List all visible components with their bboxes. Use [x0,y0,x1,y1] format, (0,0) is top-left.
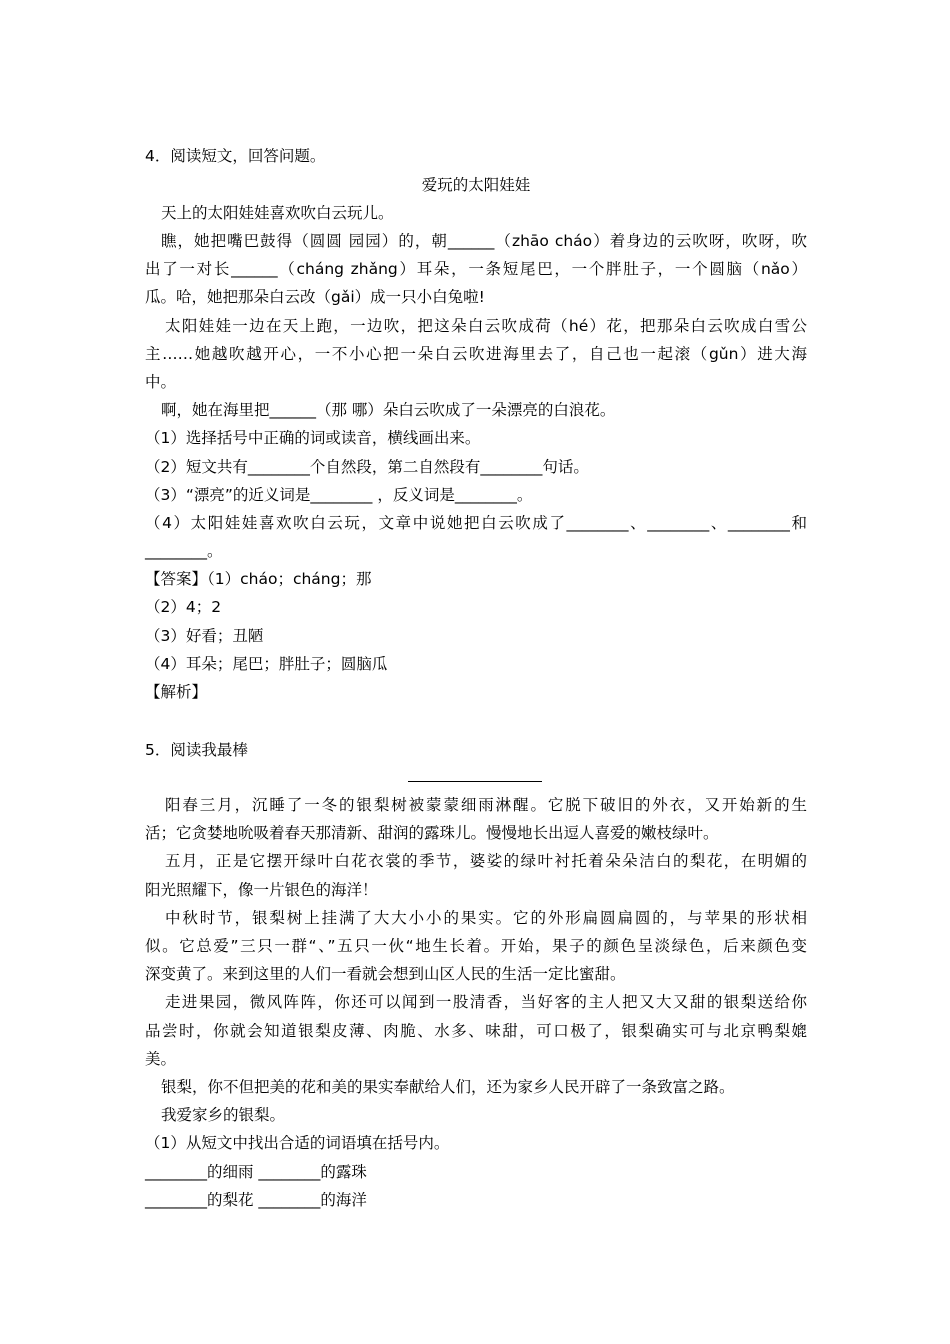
q5-line-6: 似。它总爱”三只一群“、”五只一伙“地生长着。开始，果子的颜色呈淡绿色，后来颜色变 [145,937,807,955]
q5-title-blank-line [408,781,542,782]
q5-line-2: 活；它贪婪地吮吸着春天那清新、甜润的露珠儿。慢慢地长出逗人喜爱的嫩枝绿叶。 [145,824,719,842]
q4-line-2: 瞧，她把嘴巴鼓得（圆圆 园园）的，朝______（zhāo cháo）着身边的云吹呀，吹呀，吹 [161,232,807,250]
q4-passage-title: 爱玩的太阳娃娃 [421,176,531,194]
q4-subquestion-4-cont: ________。 [145,542,223,560]
q4-line-1: 天上的太阳娃娃喜欢吹白云玩儿。 [161,204,394,222]
q5-heading: 5．阅读我最棒 [145,741,248,759]
q5-fill-row-2: ________的梨花 ________的海洋 [145,1191,367,1209]
q4-line-4: 瓜。哈，她把那朵白云改（gǎi）成一只小白兔啦! [145,288,485,306]
q4-answer-2: （2）4；2 [145,598,222,616]
q4-analysis-label: 【解析】 [145,683,208,701]
q4-answer-4: （4）耳朵；尾巴；胖肚子；圆脑瓜 [145,655,388,673]
q5-line-1: 阳春三月，沉睡了一冬的银梨树被蒙蒙细雨淋醒。它脱下破旧的外衣，又开始新的生 [165,796,807,814]
q4-subquestion-2: （2）短文共有________个自然段，第二自然段有________句话。 [145,458,589,476]
q5-line-5: 中秋时节，银梨树上挂满了大大小小的果实。它的外形扁圆扁圆的，与苹果的形状相 [165,909,807,927]
q5-line-3: 五月，正是它摆开绿叶白花衣裳的季节，婆娑的绿叶衬托着朵朵洁白的梨花，在明媚的 [165,852,807,870]
q4-line-3: 出了一对长______（cháng zhǎng）耳朵，一条短尾巴，一个胖肚子，一个圆脑（nǎo） [145,260,807,278]
q5-subquestion-1: （1）从短文中找出合适的词语填在括号内。 [145,1134,450,1152]
q5-line-12: 我爱家乡的银梨。 [161,1106,286,1124]
q5-line-4: 阳光照耀下，像一片银色的海洋！ [145,881,378,899]
q4-subquestion-4: （4）太阳娃娃喜欢吹白云玩，文章中说她把白云吹成了________、________、________和 [145,514,807,532]
q4-line-8: 啊，她在海里把______（那 哪）朵白云吹成了一朵漂亮的白浪花。 [161,401,616,419]
q5-fill-row-1: ________的细雨 ________的露珠 [145,1163,367,1181]
q5-line-10: 美。 [145,1050,177,1068]
q5-line-11: 银梨，你不但把美的花和美的果实奉献给人们，还为家乡人民开辟了一条致富之路。 [161,1078,735,1096]
q4-subquestion-3: （3）“漂亮”的近义词是________ ，反义词是________。 [145,486,533,504]
q5-line-7: 深变黄了。来到这里的人们一看就会想到山区人民的生活一定比蜜甜。 [145,965,626,983]
q4-subquestion-1: （1）选择括号中正确的词或读音，横线画出来。 [145,429,481,447]
q5-line-8: 走进果园，微风阵阵，你还可以闻到一股清香，当好客的主人把又大又甜的银梨送给你 [165,993,807,1011]
q4-answer-3: （3）好看；丑陋 [145,627,264,645]
q4-line-6: 主……她越吹越开心，一不小心把一朵白云吹进海里去了，自己也一起滚（gǔn）进大海 [145,345,807,363]
q5-line-9: 品尝时，你就会知道银梨皮薄、肉脆、水多、味甜，可口极了，银梨确实可与北京鸭梨媲 [145,1022,807,1040]
q4-line-7: 中。 [145,373,177,391]
q4-heading: 4．阅读短文，回答问题。 [145,147,326,165]
q4-line-5: 太阳娃娃一边在天上跑，一边吹，把这朵白云吹成荷（hé）花，把那朵白云吹成白雪公 [165,317,807,335]
q4-answer-1: 【答案】（1）cháo；cháng；那 [145,570,372,588]
